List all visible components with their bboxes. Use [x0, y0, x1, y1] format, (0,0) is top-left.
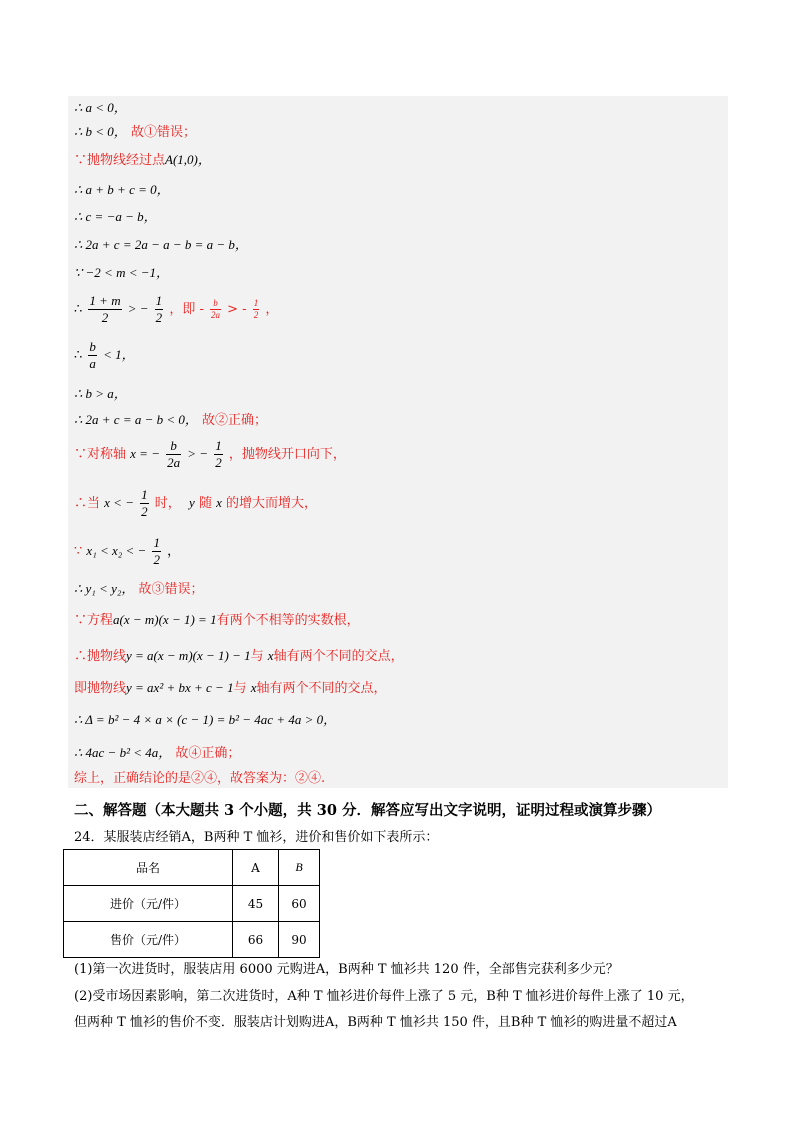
solution-line: ∴ y₁ < y₂， 故③错误； [74, 581, 204, 597]
question-24-stem: 24．某服装店经销A，B两种 T 恤衫，进价和售价如下表所示： [74, 830, 439, 845]
solution-line: ∴ b > a， [74, 386, 127, 401]
solution-line: ∴ b < 0， 故①错误； [74, 124, 196, 140]
fraction: $\frac{b}{2a}$ [167, 438, 181, 470]
table-cell: 售价（元/件） [64, 922, 233, 958]
price-table [63, 849, 320, 958]
solution-conclusion: 综上，正确结论的是②④，故答案为：②④. [74, 771, 326, 786]
question-part-1: (1)第一次进货时，服装店用 6000 元购进A，B两种 T 恤衫共 120 件，全部售完获利多少元？ [74, 962, 619, 977]
table-header-cell: A [233, 850, 279, 886]
table-row [64, 922, 320, 958]
question-part-2-line2: 但两种 T 恤衫的售价不变．服装店计划购进A，B两种 T 恤衫共 150 件，且B种 T 恤衫的购进量不超过A [74, 1015, 677, 1030]
solution-line: ∴ a < 0， [74, 100, 127, 115]
solution-line: ∴ Δ = b² − 4 × a × (c − 1) = b² − 4ac + 4a > 0， [74, 712, 337, 727]
table-cell: 进价（元/件） [64, 886, 233, 922]
solution-line: ∴ 2a + c = 2a − a − b = a − b， [74, 237, 248, 252]
fraction: $\frac{1}{2}$ [153, 535, 160, 567]
solution-line: ∴ a + b + c = 0， [74, 182, 170, 197]
solution-line: 即抛物线y = ax² + bx + c − 1与 x轴有两个不同的交点， [74, 680, 387, 696]
fraction: $\frac{1}{2}$ [155, 293, 163, 325]
fraction: $\frac{b}{2a}$ [210, 298, 220, 320]
section-title: 二、解答题（本大题共 3 个小题，共 30 分．解答应写出文字说明，证明过程或演算步骤） [74, 802, 661, 819]
solution-line: ∴抛物线y = a(x − m)(x − 1) − 1与 x轴有两个不同的交点， [74, 648, 404, 664]
solution-line: ∵ −2 < m < −1， [74, 265, 169, 280]
table-header-cell: 品名 [64, 850, 233, 886]
table-row [64, 886, 320, 922]
solution-line: ∴ 4ac − b² < 4a， 故④正确； [74, 745, 241, 761]
table-cell: 60 [279, 886, 320, 922]
table-header-row [64, 850, 320, 886]
solution-line: ∴ $\frac{1 + m}{2}$ > − $\frac{1}{2}$ ，即 - $\frac{b}{2a}$ > - $\frac{1}{2}$ ， [74, 293, 279, 325]
fraction: $\frac{1}{2}$ [141, 487, 148, 519]
solution-line: ∵ x₁ < x₂ < − $\frac{1}{2}$ ， [74, 535, 181, 567]
solution-line: ∵方程a(x − m)(x − 1) = 1有两个不相等的实数根， [74, 612, 360, 628]
table-header-cell: B [279, 850, 320, 886]
solution-line: ∵抛物线经过点A(1,0)， [74, 152, 211, 168]
table-cell: 66 [233, 922, 279, 958]
solution-line: ∴当 x < − $\frac{1}{2}$ 时， y 随 x 的增大而增大， [74, 487, 318, 519]
solution-line: ∴ c = −a − b， [74, 209, 157, 224]
question-part-2-line1: (2)受市场因素影响，第二次进货时，A种 T 恤衫进价每件上涨了 5 元，B种 T 恤衫进价每件上涨了 10 元， [74, 989, 694, 1004]
solution-line: ∴ 2a + c = a − b < 0， 故②正确； [74, 412, 268, 428]
fraction: $\frac{b}{a}$ [89, 339, 96, 371]
fraction: $\frac{1}{2}$ [253, 298, 259, 320]
solution-line: ∵对称轴 x = − $\frac{b}{2a}$ > − $\frac{1}{2}$ ，抛物线开口向下， [74, 438, 346, 470]
table-cell: 45 [233, 886, 279, 922]
fraction: $\frac{1}{2}$ [215, 438, 222, 470]
fraction: $\frac{1 + m}{2}$ [89, 293, 121, 325]
solution-line: ∴ $\frac{b}{a}$ < 1， [74, 339, 135, 371]
table-cell: 90 [279, 922, 320, 958]
